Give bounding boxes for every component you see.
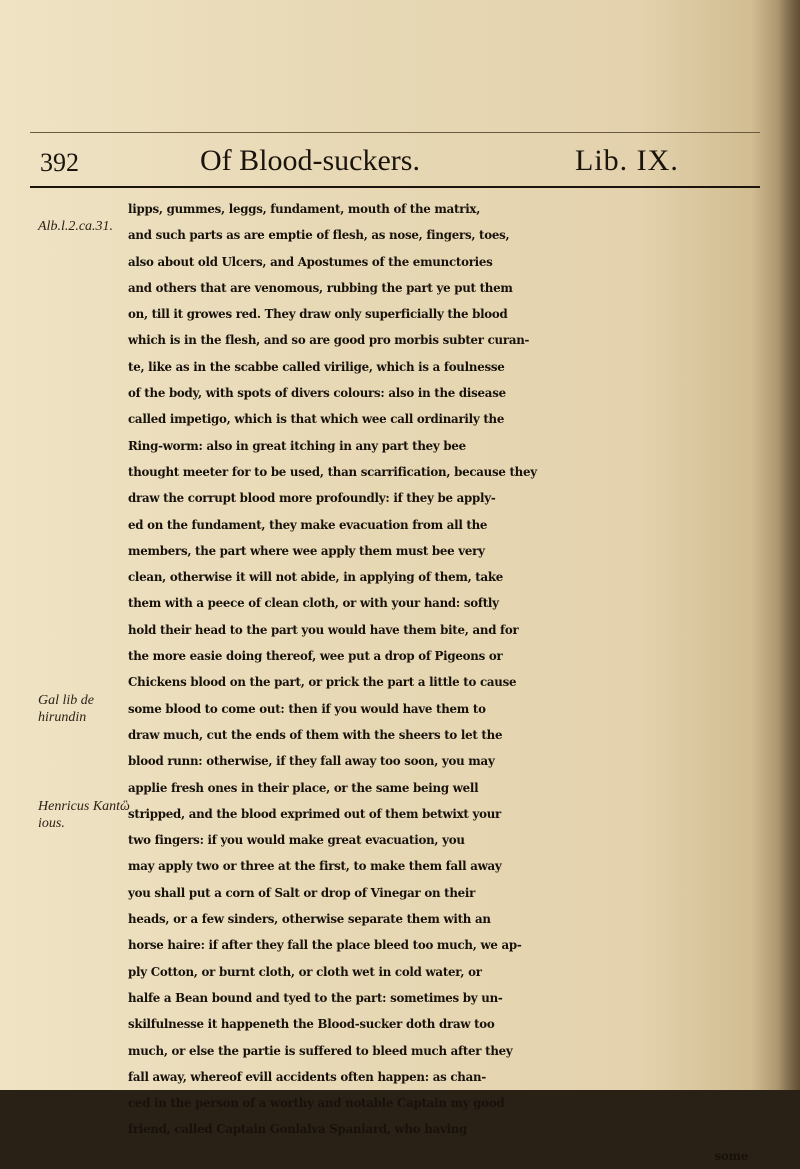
margin-note-galen: Gal lib de hirundin xyxy=(38,693,94,725)
text-line: called impetigo, which is that which wee call ordinarily the xyxy=(128,412,505,427)
page-number: 392 xyxy=(40,148,79,177)
text-line: clean, otherwise it will not abide, in applying of them, take xyxy=(128,570,504,585)
text-line: may apply two or three at the first, to make them fall away xyxy=(128,859,502,874)
page-header xyxy=(30,142,760,188)
text-line: draw the corrupt blood more profoundly: if they be apply- xyxy=(128,491,496,506)
text-line: heads, or a few sinders, otherwise separate them with an xyxy=(128,912,491,927)
text-line: ed on the fundament, they make evacuation from all the xyxy=(128,517,488,532)
text-line: blood runn: otherwise, if they fall away too soon, you may xyxy=(128,754,495,769)
text-line: draw much, cut the ends of them with the sheers to let the xyxy=(128,727,503,742)
text-line: the more easie doing thereof, wee put a drop of Pigeons or xyxy=(128,649,503,664)
text-line: and others that are venomous, rubbing the part ye put them xyxy=(128,280,513,295)
text-line: horse haire: if after they fall the place bleed too much, we ap- xyxy=(128,938,522,953)
text-line: which is in the flesh, and so are good pro morbis subter curan- xyxy=(128,333,530,348)
text-line: and such parts as are emptie of flesh, as nose, fingers, toes, xyxy=(128,228,510,243)
text-line: members, the part where wee apply them must bee very xyxy=(128,543,485,558)
book-label: Lib. IX. xyxy=(575,144,679,177)
text-line: lipps, gummes, leggs, fundament, mouth of the matrix, xyxy=(128,202,481,216)
text-line: friend, called Captain Gonlalva Spaniard, who having xyxy=(128,1122,468,1137)
text-line: Ring-worm: also in great itching in any part they bee xyxy=(128,438,466,453)
text-line: on, till it growes red. They draw only superficially the blood xyxy=(128,307,508,322)
text-line: halfe a Bean bound and tyed to the part: sometimes by un- xyxy=(128,990,503,1005)
text-line: skilfulnesse it happeneth the Blood-sucker doth draw too xyxy=(128,1017,495,1032)
text-line: you shall put a corn of Salt or drop of Vinegar on their xyxy=(128,885,476,900)
text-line: ced in the person of a worthy and notable Captain my good xyxy=(128,1096,505,1111)
text-line: stripped, and the blood exprimed out of them betwixt your xyxy=(128,806,501,821)
text-line: fall away, whereof evill accidents often happen: as chan- xyxy=(128,1069,486,1084)
text-line: two fingers: if you would make great evacuation, you xyxy=(128,833,465,848)
body-text xyxy=(128,196,768,1169)
running-title: Of Blood-suckers. xyxy=(200,144,420,177)
text-line: much, or else the partie is suffered to bleed much after they xyxy=(128,1043,513,1058)
text-line: of the body, with spots of divers colours: also in the disease xyxy=(128,386,506,401)
margin-note-henricus: Henricus Kantὣ ious. xyxy=(38,799,130,831)
catchword: some xyxy=(714,1148,748,1163)
text-line: some blood to come out: then if you would have them to xyxy=(128,701,486,716)
text-line: thought meeter for to be used, than scarrification, because they xyxy=(128,464,537,479)
text-line: them with a peece of clean cloth, or with your hand: softly xyxy=(128,596,499,611)
text-line: hold their head to the part you would have them bite, and for xyxy=(128,622,519,637)
text-line: applie fresh ones in their place, or the same being well xyxy=(128,780,479,795)
text-line: Chickens blood on the part, or prick the part a little to cause xyxy=(128,675,517,690)
text-line: te, like as in the scabbe called virilige, which is a foulnesse xyxy=(128,359,505,374)
text-line: also about old Ulcers, and Apostumes of the emunctories xyxy=(128,254,493,269)
text-line: ply Cotton, or burnt cloth, or cloth wet in cold water, or xyxy=(128,964,482,979)
margin-note-albertus: Alb.l.2.ca.31. xyxy=(38,219,114,234)
